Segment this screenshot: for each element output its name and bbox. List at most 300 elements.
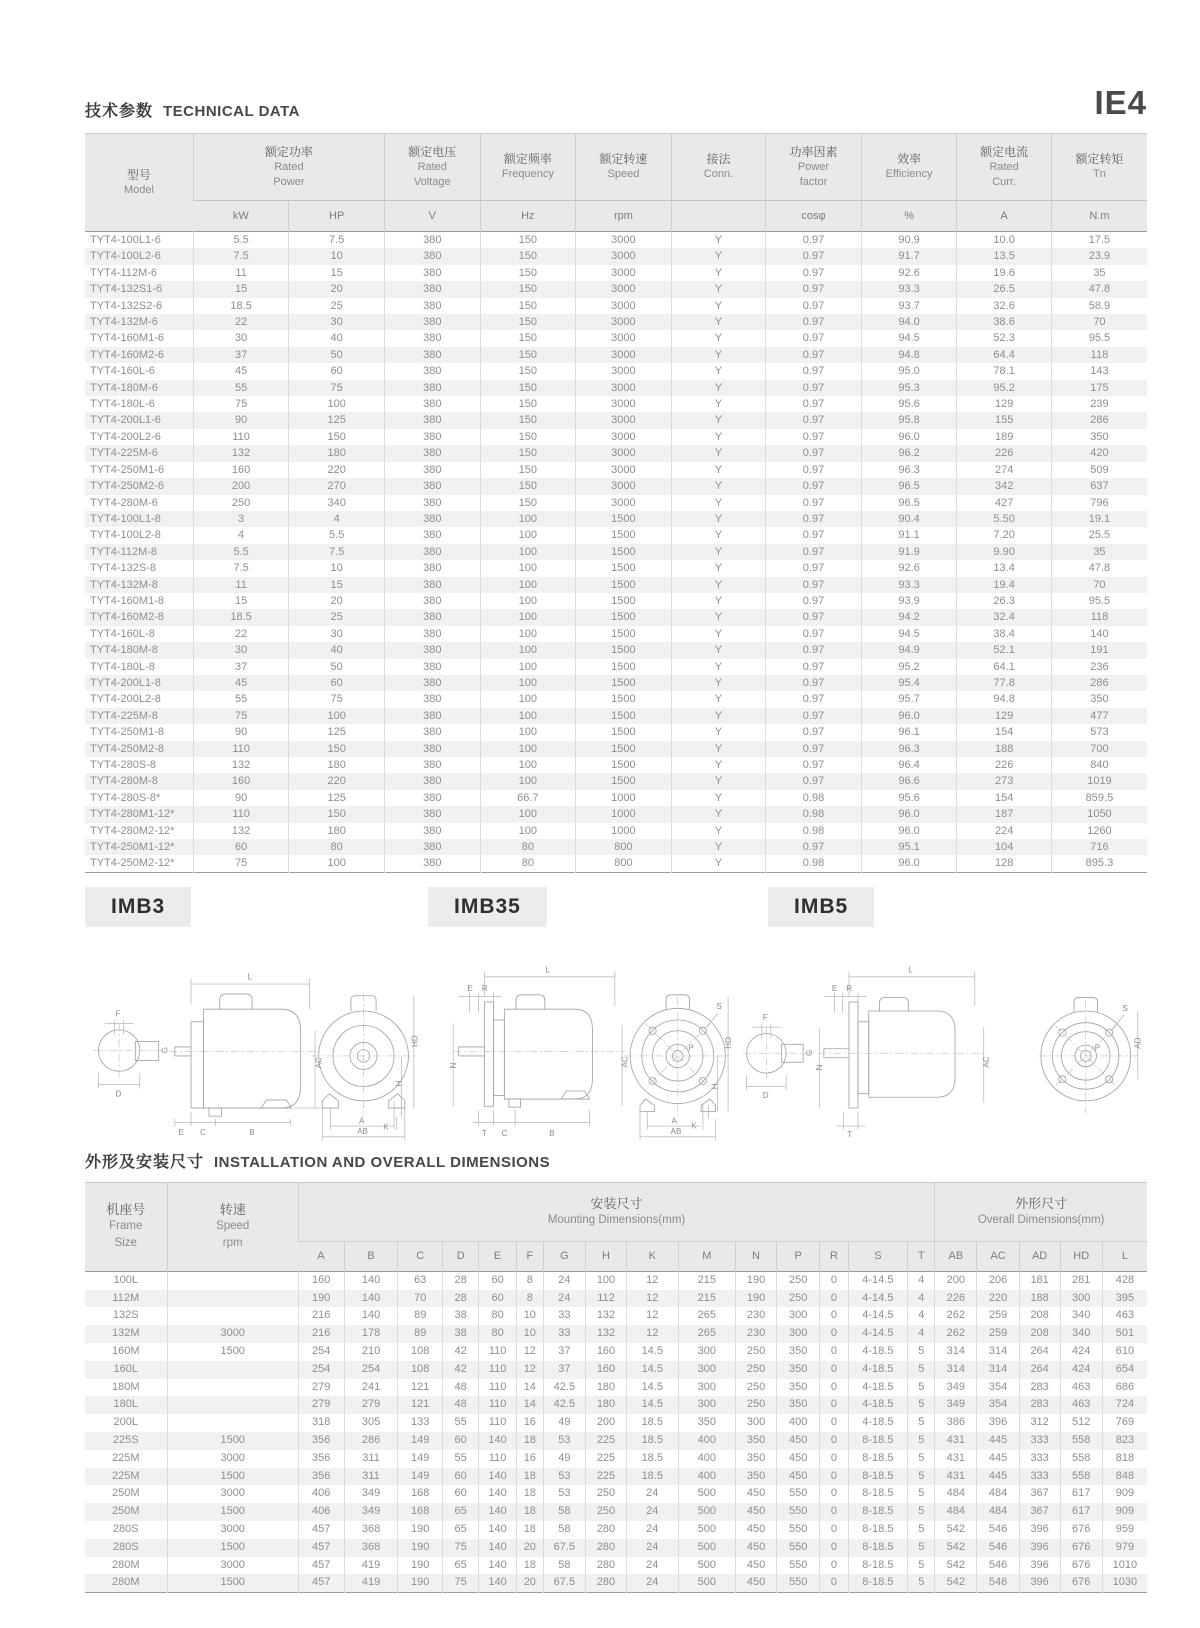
cell: 367 [1019, 1503, 1060, 1521]
cell: 0 [820, 1290, 848, 1308]
cell: 0 [820, 1539, 848, 1557]
cell: 168 [398, 1485, 443, 1503]
cell: 1500 [576, 577, 672, 593]
cell: 35 [1051, 265, 1147, 281]
table-row [85, 412, 1147, 428]
dim-label-R: R [482, 984, 488, 994]
cell: Y [671, 298, 766, 314]
cell: 1500 [576, 757, 672, 773]
cell: 66.7 [480, 790, 576, 806]
cell: Y [671, 232, 766, 249]
cell: Y [671, 773, 766, 789]
cell: 484 [935, 1503, 977, 1521]
table-row [85, 527, 1147, 543]
cell: 546 [977, 1521, 1019, 1539]
cell: 150 [480, 412, 576, 428]
cell: 0 [820, 1503, 848, 1521]
cell: 94.5 [861, 330, 957, 346]
cell: 1500 [576, 691, 672, 707]
cell: 129 [957, 708, 1052, 724]
cell: 1500 [576, 773, 672, 789]
cell: 32.6 [957, 298, 1052, 314]
dim-label-F: F [762, 1012, 768, 1022]
cell: 3000 [576, 330, 672, 346]
cell: 450 [736, 1485, 777, 1503]
cell: 38 [443, 1325, 479, 1343]
cell: 4-18.5 [848, 1343, 908, 1361]
dimension-letter-header: D [443, 1241, 479, 1271]
cell: 94.0 [861, 314, 957, 330]
cell: 125 [289, 790, 385, 806]
dimension-letter-header: HD [1060, 1241, 1102, 1271]
cell: 380 [384, 741, 480, 757]
cell: 18 [516, 1468, 543, 1486]
cell: 11 [193, 577, 289, 593]
cell: 90 [193, 790, 289, 806]
col-header-efficiency-zh: 效率 [897, 152, 922, 166]
cell: 512 [1060, 1414, 1102, 1432]
cell: 457 [298, 1557, 344, 1575]
unit-nm: N.m [1051, 201, 1147, 232]
cell: 90 [193, 412, 289, 428]
cell: TYT4-132S1-6 [85, 281, 193, 297]
cell: 96.1 [861, 724, 957, 740]
cell: 264 [1019, 1361, 1060, 1379]
cell: 542 [935, 1574, 977, 1592]
cell: 129 [957, 396, 1052, 412]
cell: 8-18.5 [848, 1468, 908, 1486]
cell: 4 [908, 1290, 935, 1308]
cell: Y [671, 855, 766, 872]
dim-label-S: S [1122, 1003, 1129, 1013]
cell: 55 [193, 691, 289, 707]
cell: 100 [480, 593, 576, 609]
dim-label-S: S [716, 1002, 723, 1012]
cell: 91.7 [861, 248, 957, 264]
cell: 60 [443, 1485, 479, 1503]
efficiency-class-badge: IE4 [1094, 84, 1147, 121]
cell: 75 [443, 1539, 479, 1557]
cell: 380 [384, 757, 480, 773]
cell: 550 [777, 1574, 820, 1592]
cell: 143 [1051, 363, 1147, 379]
cell: 550 [777, 1521, 820, 1539]
cell: 37 [193, 347, 289, 363]
cell: 180 [585, 1396, 626, 1414]
cell: 15 [193, 281, 289, 297]
cell: 160 [585, 1361, 626, 1379]
cell: 3000 [167, 1557, 298, 1575]
table-row [85, 445, 1147, 461]
cell: 3000 [167, 1450, 298, 1468]
cell: 542 [935, 1521, 977, 1539]
col-header-connection [671, 134, 766, 201]
cell: 226 [957, 757, 1052, 773]
cell: 64.1 [957, 659, 1052, 675]
cell: 546 [977, 1557, 1019, 1575]
cell: 0.98 [766, 790, 862, 806]
cell: 283 [1019, 1379, 1060, 1397]
table-row [85, 462, 1147, 478]
cell: TYT4-280S-8* [90, 791, 161, 804]
cell: 265 [678, 1325, 735, 1343]
dimension-letter-header: N [736, 1241, 777, 1271]
cell: 225 [585, 1432, 626, 1450]
cell: 18.5 [627, 1432, 679, 1450]
cell: 5 [908, 1485, 935, 1503]
cell: 94.8 [861, 347, 957, 363]
cell: 100 [480, 511, 576, 527]
cell: 0 [820, 1271, 848, 1289]
cell: 140 [344, 1307, 398, 1325]
cell: 210 [344, 1343, 398, 1361]
frame-size-en1: Frame [109, 1220, 143, 1233]
cell: 262 [935, 1307, 977, 1325]
cell: 1500 [576, 741, 672, 757]
cell: 150 [480, 330, 576, 346]
cell: 3000 [576, 396, 672, 412]
cell: TYT4-100L1-8 [85, 511, 193, 527]
cell: 191 [1051, 642, 1147, 658]
cell: 550 [777, 1503, 820, 1521]
dim-label-P: P [688, 1043, 695, 1053]
cell: 16 [516, 1414, 543, 1432]
cell: 400 [678, 1468, 735, 1486]
cell: 0 [820, 1450, 848, 1468]
cell: Y [671, 478, 766, 494]
cell: 100 [480, 757, 576, 773]
cell: 0.97 [766, 232, 862, 249]
cell: 0.97 [766, 626, 862, 642]
cell: 10.0 [957, 232, 1052, 249]
table-row [85, 1307, 1147, 1325]
cell: 254 [298, 1343, 344, 1361]
col-header-rated-power [193, 134, 384, 201]
cell: 96.0 [861, 823, 957, 839]
cell: 24 [627, 1485, 679, 1503]
dim-label-AB: AB [670, 1126, 682, 1136]
cell: 150 [480, 281, 576, 297]
mounting-diagrams [85, 887, 1147, 1149]
cell: 75 [289, 380, 385, 396]
cell: 0.97 [766, 363, 862, 379]
cell: 450 [736, 1521, 777, 1539]
cell: 75 [193, 855, 289, 872]
cell: 318 [298, 1414, 344, 1432]
cell: 5 [908, 1414, 935, 1432]
cell: 1500 [167, 1468, 298, 1486]
unit-a: A [957, 201, 1052, 232]
table-row [85, 330, 1147, 346]
cell: 53 [543, 1432, 585, 1450]
cell: 254 [344, 1361, 398, 1379]
cell: TYT4-100L2-8 [90, 529, 161, 542]
cell: 350 [1051, 429, 1147, 445]
cell: 220 [289, 773, 385, 789]
cell: 180 [289, 757, 385, 773]
cell: 0.97 [766, 380, 862, 396]
dim-label-HD: HD [410, 1035, 420, 1047]
cell: TYT4-112M-8 [85, 544, 193, 560]
cell: 91.1 [861, 527, 957, 543]
cell: 400 [678, 1432, 735, 1450]
cell: 420 [1051, 445, 1147, 461]
cell: 30 [193, 642, 289, 658]
table-row [85, 429, 1147, 445]
cell: 0.97 [766, 429, 862, 445]
dim-label-AD: AD [1133, 1037, 1143, 1049]
cell: 18.5 [193, 609, 289, 625]
col-header-rated-voltage-zh: 额定电压 [408, 144, 457, 159]
cell: 311 [344, 1450, 398, 1468]
cell: 380 [384, 642, 480, 658]
cell: 0.97 [766, 675, 862, 691]
cell: 0.97 [766, 839, 862, 855]
table-row [85, 1271, 1147, 1289]
col-header-power-factor [766, 134, 862, 201]
cell: 1010 [1102, 1557, 1147, 1575]
cell: TYT4-250M2-12* [90, 857, 175, 870]
cell: 150 [289, 429, 385, 445]
cell: 132 [193, 757, 289, 773]
cell: 0.97 [766, 314, 862, 330]
dimension-letter-header: AD [1019, 1241, 1060, 1271]
dim-label-L: L [908, 965, 913, 975]
cell: 424 [1060, 1343, 1102, 1361]
cell: 80 [289, 839, 385, 855]
cell: 0 [820, 1343, 848, 1361]
cell: 18.5 [627, 1450, 679, 1468]
cell: 3000 [576, 281, 672, 297]
dim-label-C: C [501, 1128, 508, 1138]
cell: 60 [443, 1468, 479, 1486]
cell: 250 [777, 1290, 820, 1308]
cell: 8-18.5 [848, 1557, 908, 1575]
cell: TYT4-250M2-8 [85, 741, 193, 757]
cell: 979 [1102, 1539, 1147, 1557]
cell: 70 [398, 1290, 443, 1308]
cell: TYT4-200L2-6 [90, 430, 161, 443]
cell: Y [671, 708, 766, 724]
cell: 281 [1060, 1271, 1102, 1289]
table-row [85, 560, 1147, 576]
cell: 0.97 [766, 462, 862, 478]
cell: 0.97 [766, 527, 862, 543]
cell: 280M [85, 1574, 167, 1592]
cell: 241 [344, 1379, 398, 1397]
cell: 150 [289, 741, 385, 757]
cell: 225M [112, 1451, 140, 1464]
cell: TYT4-180M-6 [85, 380, 193, 396]
cell: 0.97 [766, 330, 862, 346]
cell: 349 [935, 1379, 977, 1397]
cell: 12 [627, 1325, 679, 1343]
cell: 18.5 [627, 1414, 679, 1432]
cell: 0 [820, 1379, 848, 1397]
cell: 220 [977, 1290, 1019, 1308]
cell: 206 [977, 1271, 1019, 1289]
cell: 95.4 [861, 675, 957, 691]
dim-label-T: T [846, 1129, 852, 1139]
cell: 314 [977, 1343, 1019, 1361]
cell: 550 [777, 1539, 820, 1557]
cell: 150 [480, 298, 576, 314]
cell: TYT4-225M-6 [85, 445, 193, 461]
cell: 312 [1019, 1414, 1060, 1432]
col-header-torque-zh: 额定转矩 [1075, 152, 1124, 166]
cell: 450 [736, 1557, 777, 1575]
cell: 100 [480, 773, 576, 789]
cell: Y [671, 577, 766, 593]
cell: 676 [1060, 1574, 1102, 1592]
cell: 49 [543, 1450, 585, 1468]
cell: 96.3 [861, 462, 957, 478]
table-row [85, 757, 1147, 773]
cell: 70 [1051, 577, 1147, 593]
cell: 0.97 [766, 445, 862, 461]
cell: TYT4-132S2-6 [90, 299, 163, 312]
cell: 380 [384, 790, 480, 806]
cell: 20 [289, 593, 385, 609]
cell: 13.4 [957, 560, 1052, 576]
cell: 5.5 [193, 544, 289, 560]
cell: Y [671, 806, 766, 822]
cell: 4 [908, 1271, 935, 1289]
dimension-letter-header: AB [935, 1241, 977, 1271]
cell: 0.98 [766, 855, 862, 872]
cell: 280 [585, 1521, 626, 1539]
cell: 380 [384, 363, 480, 379]
cell: 60 [289, 363, 385, 379]
dimension-letter-header: R [820, 1241, 848, 1271]
cell: 140 [1051, 626, 1147, 642]
cell: 286 [1051, 412, 1147, 428]
cell: Y [671, 741, 766, 757]
cell: 78.1 [957, 363, 1052, 379]
col-header-power-factor-en: Power factor [797, 160, 830, 188]
cell: 40 [289, 642, 385, 658]
cell: 0.97 [766, 478, 862, 494]
cell: 431 [935, 1450, 977, 1468]
cell: 28 [443, 1271, 479, 1289]
technical-data-table [85, 133, 1147, 873]
cell: 45 [193, 675, 289, 691]
cell: TYT4-200L1-8 [85, 675, 193, 691]
cell: 160 [585, 1343, 626, 1361]
cell: 100L [113, 1273, 139, 1286]
cell: 22 [193, 314, 289, 330]
dimension-letter-header: G [543, 1241, 585, 1271]
cell: 463 [1060, 1379, 1102, 1397]
cell: 5 [908, 1503, 935, 1521]
col-header-frequency-zh: 额定频率 [503, 152, 552, 166]
cell: 19.1 [1051, 511, 1147, 527]
cell: 67.5 [543, 1574, 585, 1592]
cell: 7.5 [289, 544, 385, 560]
cell: 380 [384, 577, 480, 593]
cell: 100 [480, 626, 576, 642]
cell: 380 [384, 806, 480, 822]
cell: 13.5 [957, 248, 1052, 264]
dim-label-T: T [482, 1128, 488, 1138]
cell: 265 [678, 1307, 735, 1325]
cell: TYT4-160M1-8 [90, 594, 164, 607]
cell: 140 [479, 1503, 517, 1521]
cell: 58 [543, 1557, 585, 1575]
cell: 60 [289, 675, 385, 691]
cell: 225M [85, 1468, 167, 1486]
cell: 3000 [576, 462, 672, 478]
cell: Y [671, 380, 766, 396]
cell: 100 [480, 675, 576, 691]
cell: 406 [298, 1485, 344, 1503]
cell: Y [671, 314, 766, 330]
cell: 368 [344, 1539, 398, 1557]
table-row [85, 724, 1147, 740]
table-row [85, 1290, 1147, 1308]
cell: 75 [193, 708, 289, 724]
cell: 91.9 [861, 544, 957, 560]
cell: 50 [289, 347, 385, 363]
dim-label-C: C [200, 1127, 206, 1137]
cell: Y [671, 347, 766, 363]
cell: 300 [678, 1361, 735, 1379]
cell: 49 [543, 1414, 585, 1432]
cell: 140 [479, 1485, 517, 1503]
dim-label-B: B [549, 1128, 555, 1138]
dimension-letter-header: H [585, 1241, 626, 1271]
cell: 188 [1019, 1290, 1060, 1308]
cell: 4-18.5 [848, 1414, 908, 1432]
dim-label-H: H [394, 1080, 404, 1087]
cell: 800 [576, 855, 672, 872]
cell: 0.97 [766, 773, 862, 789]
speed-en2: rpm [222, 1237, 243, 1250]
cell: 654 [1102, 1361, 1147, 1379]
cell: 26.3 [957, 593, 1052, 609]
cell: Y [671, 511, 766, 527]
unit-percent: % [861, 201, 957, 232]
cell: 818 [1102, 1450, 1147, 1468]
cell: 60 [479, 1271, 517, 1289]
cell: 75 [443, 1574, 479, 1592]
col-header-speed [576, 134, 672, 201]
table-row [85, 314, 1147, 330]
cell: TYT4-280M-8 [85, 773, 193, 789]
cell: TYT4-250M1-12* [85, 839, 193, 855]
cell: 380 [384, 593, 480, 609]
cell: 450 [736, 1574, 777, 1592]
cell: 168 [398, 1503, 443, 1521]
cell: 859.5 [1051, 790, 1147, 806]
cell: 0.98 [766, 806, 862, 822]
cell: TYT4-112M-6 [90, 266, 158, 279]
cell: 64.4 [957, 347, 1052, 363]
cell: 724 [1102, 1396, 1147, 1414]
cell: 500 [678, 1485, 735, 1503]
cell: TYT4-225M-8 [85, 708, 193, 724]
cell: 676 [1060, 1539, 1102, 1557]
table-row [85, 708, 1147, 724]
technical-table-head [85, 134, 1147, 232]
cell: 190 [736, 1271, 777, 1289]
col-header-frequency [480, 134, 576, 201]
cell: 63 [398, 1271, 443, 1289]
cell: 395 [1102, 1290, 1147, 1308]
cell: 0.97 [766, 298, 862, 314]
cell: 3000 [576, 380, 672, 396]
cell: 160 [298, 1271, 344, 1289]
